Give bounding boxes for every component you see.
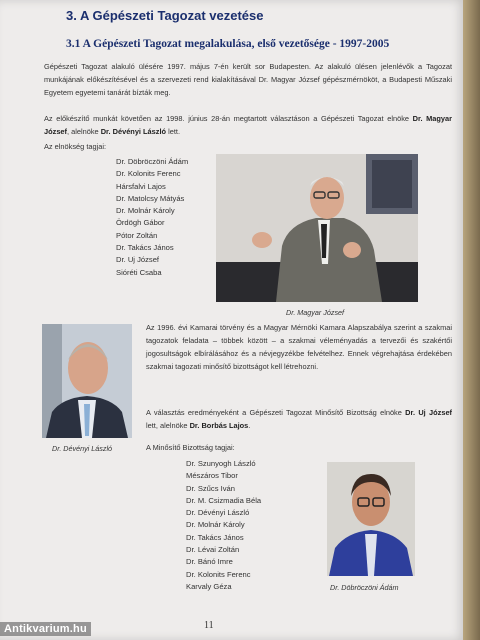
list-item: Dr. Takács János (116, 243, 174, 253)
election-text-pre: Az előkészítő munkát követően az 1998. június 28-án megtartott választáson a Gépészeti Tagozat elnöke (44, 114, 413, 123)
election-text-mid: , alelnöke (67, 127, 101, 136)
paragraph-committee-election (146, 406, 452, 432)
list-item: Dr. Molnár Károly (116, 206, 175, 216)
photo-dobroczoni-adam (327, 462, 415, 576)
caption-dobroczoni-adam: Dr. Döbröczöni Ádám (330, 583, 399, 592)
list-item: Dr. Lévai Zoltán (186, 545, 240, 555)
paragraph-founding: Gépészeti Tagozat alakuló ülésére 1997. május 7-én került sor Budapesten. Az alakuló ülésen jelenlévők a Tagozat munkájának előkészítésével és a szervezeti rend kialakításával Dr. Magyar József gépészmérnököt, a Budapesti Műszaki Egyetem egyetemi tanárát bízták meg. (44, 62, 452, 97)
photo-devenyi-laszlo (42, 324, 132, 438)
list-item: Dr. Dévényi László (186, 508, 250, 518)
president-name: Dr. Magyar József (44, 114, 453, 136)
paragraph-election (44, 112, 452, 138)
list-item: Dr. M. Csizmadia Béla (186, 495, 262, 505)
committee-text-mid: lett, alelnöke (146, 421, 190, 430)
board-label: Az elnökség tagjai: (44, 142, 107, 151)
list-item: Dr. Szunyogh László (186, 459, 256, 468)
photo-magyar-jozsef (216, 154, 418, 302)
page-number: 11 (204, 620, 214, 631)
list-item: Dr. Kolonits Ferenc (186, 569, 251, 579)
paragraph-chamber-law: Az 1996. évi Kamarai törvény és a Magyar Mérnöki Kamara Alapszabálya szerint a szakmai tagozatok feladata – többek között – a szakmai véleményadás a tervezői és szakértői jogosultságok elbírálásához és a névjegyzékbe felvételhez. Ennek végrehajtása érdekében szakmai tagozati minősítő bizottságot kell létrehozni. (146, 323, 452, 371)
caption-magyar-jozsef: Dr. Magyar József (286, 308, 345, 317)
committee-text-pre: A választás eredményeként a Gépészeti Tagozat Minősítő Bizottság elnöke (146, 408, 406, 417)
chapter-heading: 3. A Gépészeti Tagozat vezetése (66, 8, 264, 23)
committee-label: A Minősítő Bizottság tagjai: (146, 443, 235, 452)
list-item: Karvaly Géza (186, 581, 232, 591)
list-item: Dr. Takács János (186, 532, 244, 542)
list-item: Sióréti Csaba (116, 267, 162, 277)
list-item: Dr. Döbröczöni Ádám (116, 157, 189, 166)
election-text-post: lett. (166, 127, 180, 136)
section-heading: 3.1 A Gépészeti Tagozat megalakulása, első vezetősége - 1997-2005 (66, 38, 390, 50)
committee-vice-president-name: Dr. Borbás Lajos (189, 421, 249, 430)
list-item: Dr. Kolonits Ferenc (116, 169, 181, 179)
list-item: Pótor Zoltán (116, 230, 158, 240)
list-item: Hársfalvi Lajos (116, 181, 166, 191)
committee-president-name: Dr. Uj József (405, 408, 453, 417)
board-member-list (116, 156, 188, 279)
vice-president-name: Dr. Dévényi László (100, 127, 167, 136)
caption-devenyi-laszlo: Dr. Dévényi László (52, 444, 113, 453)
list-item: Dr. Bánó Imre (186, 557, 233, 567)
committee-text-post: . (248, 421, 251, 430)
list-item: Mészáros Tibor (186, 471, 238, 481)
list-item: Dr. Matolcsy Mátyás (116, 193, 185, 203)
page-edge (463, 0, 480, 640)
watermark: Antikvarium.hu (0, 622, 91, 636)
list-item: Ördögh Gábor (116, 218, 165, 228)
list-item: Dr. Uj József (116, 255, 160, 265)
list-item: Dr. Molnár Károly (186, 520, 245, 530)
list-item: Dr. Szűcs Iván (186, 483, 235, 493)
committee-member-list (186, 458, 261, 593)
